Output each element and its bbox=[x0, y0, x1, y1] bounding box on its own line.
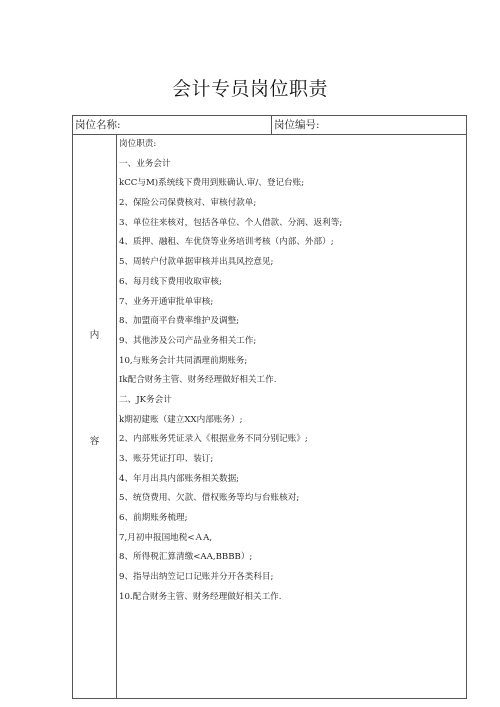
side-label-top: 内 bbox=[89, 330, 100, 341]
duty-line: 10,与账务会计共同酒理前期账务; bbox=[119, 355, 248, 366]
duty-line: 7,月初申报国地税<ＡA, bbox=[119, 532, 213, 543]
table-header-row bbox=[73, 116, 466, 135]
duty-line: 10.配合财务主管、财务经理做好相关工作. bbox=[119, 591, 282, 602]
duty-line: 5、统贷费用、欠款、借权账务等均与台账核对; bbox=[119, 493, 300, 504]
duty-line: 2、保险公司保费核对、审核付款单; bbox=[119, 198, 257, 209]
duty-line: 6、前期账务梳理; bbox=[119, 513, 188, 524]
duty-line: 3、账芬凭证打印、装订; bbox=[119, 454, 214, 464]
duty-line: 7、业务开通审批单审核; bbox=[119, 296, 214, 307]
duty-line: 二、JK务会计 bbox=[119, 394, 172, 405]
duty-line: 5、周转户付款单据审核并出具风控意见; bbox=[119, 257, 274, 268]
duty-line: 2、内部账务凭证录入《根据业务不同分别记账》; bbox=[119, 434, 308, 445]
duty-line: 3、单位往来核对，包括各单位、个人借款、分润、返利等; bbox=[119, 217, 343, 228]
duty-line: 6、每月线下费用收取审核; bbox=[119, 276, 222, 287]
position-no-label: 岗位编号: bbox=[271, 116, 320, 134]
position-name-label: 岗位名称: bbox=[75, 119, 121, 131]
duty-line: kCC与M)系统线下费用到账确认.审/、登记台账; bbox=[119, 178, 305, 189]
duty-line: 8、所得税汇算清缴<AA,BBBB）; bbox=[119, 552, 253, 563]
duty-line: 一、业务会计 bbox=[119, 158, 171, 169]
side-label-bottom: 容 bbox=[89, 436, 100, 447]
duty-line: k期初建账（建立XX内部账务）; bbox=[119, 414, 243, 425]
duty-line: Ik配合财务主管、财务经理做好相关工作. bbox=[119, 375, 277, 386]
duty-line: 9、其他涉及公司产品业务相关工作; bbox=[119, 335, 257, 346]
duties-content bbox=[119, 135, 464, 608]
duty-line: 4、年月出具内部账务相关数据; bbox=[119, 473, 240, 484]
duty-line: 岗位职责: bbox=[119, 139, 157, 149]
duty-line: 4、质押、融租、车优贷等业务培训考核（内部、外部）; bbox=[119, 237, 334, 248]
column-divider bbox=[116, 135, 117, 698]
page-title: 会计专员岗位职责 bbox=[171, 78, 328, 100]
duty-table bbox=[72, 115, 467, 699]
duty-line: 9、指导出纳笠记口记账并分开各类科目; bbox=[119, 572, 274, 583]
duty-line: 8、加盟商平台费率维护及调整; bbox=[119, 316, 240, 327]
